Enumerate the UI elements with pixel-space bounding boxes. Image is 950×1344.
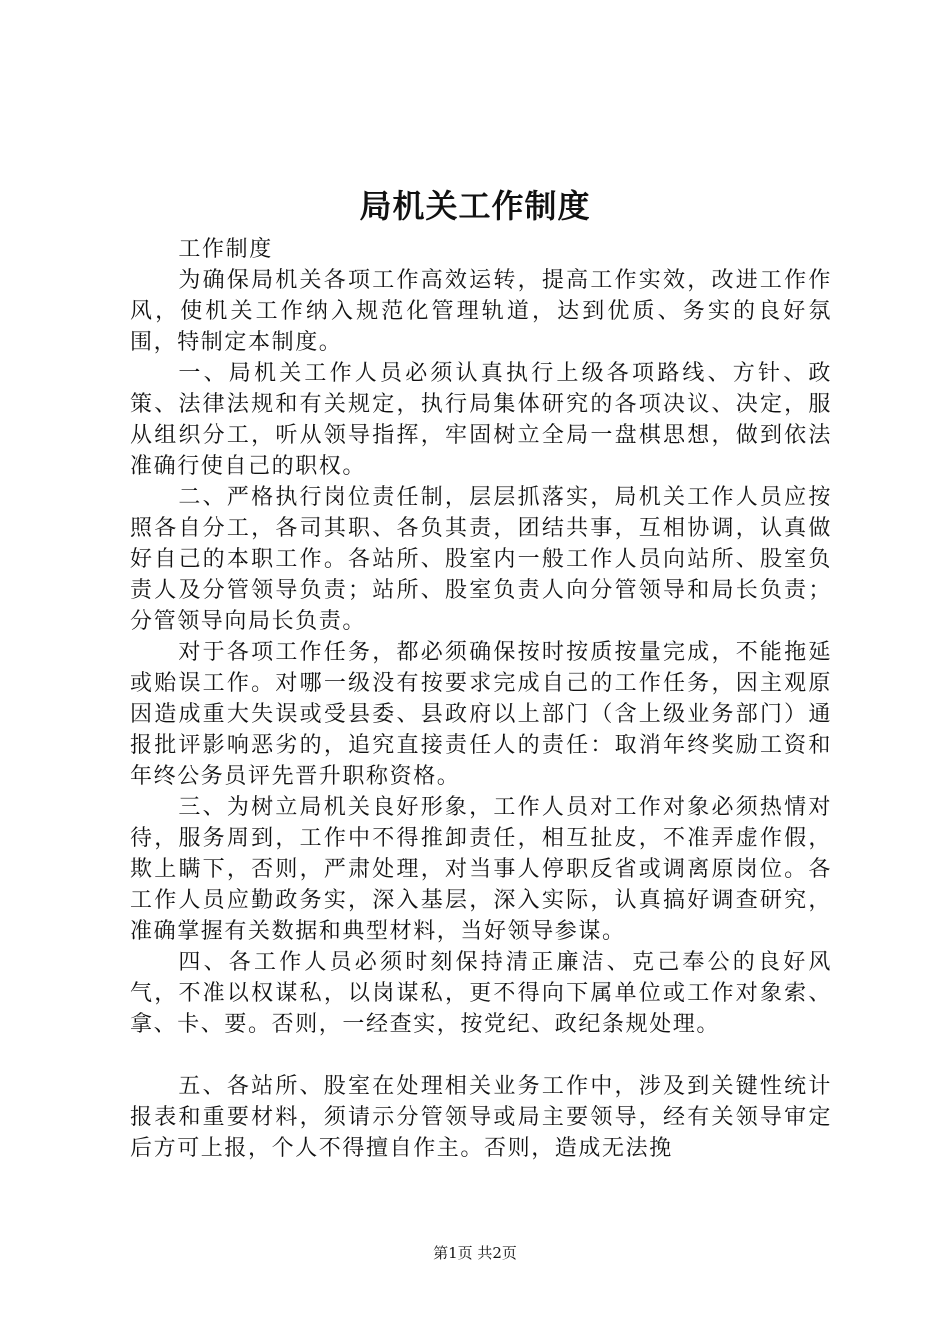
paragraph-section-2-cont: 对于各项工作任务，都必须确保按时按质按量完成，不能拖延或贻误工作。对哪一级没有按要求完成自己的工作任务，因主观原因造成重大失误或受县委、县政府以上部门（含上级业务部门）通报批评影响恶劣的，追究直接责任人的责任：取消年终奖励工资和年终公务员评先晋升职称资格。	[130, 640, 832, 789]
page-indicator: 第1页 共2页	[433, 1244, 517, 1262]
paragraph-section-1: 一、局机关工作人员必须认真执行上级各项路线、方针、政策、法律法规和有关规定，执行局集体研究的各项决议、决定，服从组织分工，听从领导指挥，牢固树立全局一盘棋思想，做到依法准确行使自己的职权。	[130, 361, 832, 479]
paragraph-intro: 为确保局机关各项工作高效运转，提高工作实效，改进工作作风，使机关工作纳入规范化管理轨道，达到优质、务实的良好氛围，特制定本制度。	[130, 268, 832, 355]
page-footer	[0, 1243, 950, 1263]
paragraph-section-5: 五、各站所、股室在处理相关业务工作中，涉及到关键性统计报表和重要材料，须请示分管领导或局主要领导，经有关领导审定后方可上报，个人不得擅自作主。否则，造成无法挽	[130, 1074, 832, 1161]
paragraph-section-4: 四、各工作人员必须时刻保持清正廉洁、克己奉公的良好风气，不准以权谋私，以岗谋私，更不得向下属单位或工作对象索、拿、卡、要。否则，一经查实，按党纪、政纪条规处理。	[130, 950, 832, 1037]
paragraph-section-2: 二、严格执行岗位责任制，层层抓落实，局机关工作人员应按照各自分工，各司其职、各负其责，团结共事，互相协调，认真做好自己的本职工作。各站所、股室内一般工作人员向站所、股室负责人及分管领导负责；站所、股室负责人向分管领导和局长负责；分管领导向局长负责。	[130, 485, 832, 634]
document-body	[130, 234, 832, 1164]
document-title: 局机关工作制度	[359, 187, 591, 225]
paragraph-heading: 工作制度	[178, 237, 273, 262]
paragraph-section-3: 三、为树立局机关良好形象，工作人员对工作对象必须热情对待，服务周到，工作中不得推卸责任，相互扯皮，不准弄虚作假，欺上瞒下，否则，严肃处理，对当事人停职反省或调离原岗位。各工作人员应勤政务实，深入基层，深入实际，认真搞好调查研究，准确掌握有关数据和典型材料，当好领导参谋。	[130, 795, 832, 944]
